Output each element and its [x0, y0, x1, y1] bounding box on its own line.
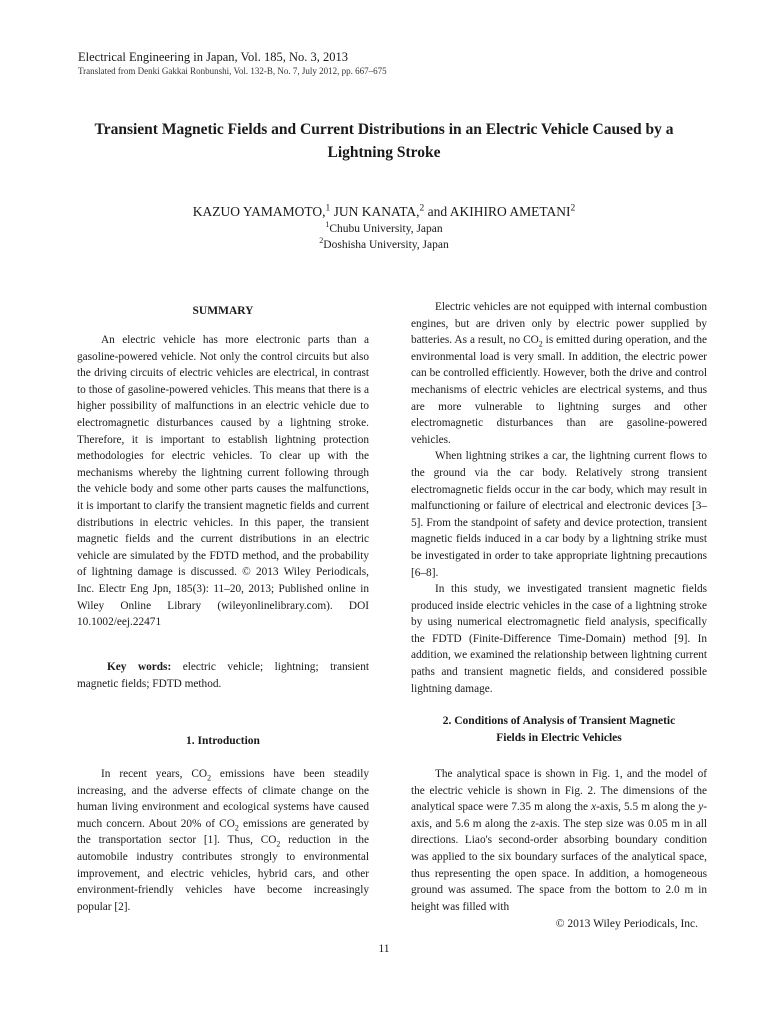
axis-symbol: z: [530, 817, 536, 830]
body-paragraph: When lightning strikes a car, the lightning current flows to the ground via the car body. Relatively strong transient electromagnetic fields occur in the car body, which may result in malfunctioning or failure of electrical and electronic devices [3–5]. From the standpoint of safety and device protection, transient magnetic fields induced in a car body by a lightning strike must be investigated in order to take appropriate lightning precautions [6–8].: [411, 450, 707, 579]
introduction-paragraph: [77, 766, 369, 915]
subscript: 2: [234, 823, 239, 833]
body-paragraph: [411, 766, 707, 915]
affiliation-marker: 2: [319, 236, 324, 246]
summary-paragraph: An electric vehicle has more electronic parts than a gasoline-powered vehicle. Not only the control circuits but also the driving circuits of electric vehicles are electrical, in contrast to those of gasoline-powered vehicles. This means that there is a higher possibility of malfunctions in an electric vehicle due to electromagnetic disturbances caused by a lightning stroke. Therefore, it is important to establish lightning protection methodologies for electric vehicles. To clear up with the mechanisms whereby the lightning current following through the vehicle body and some other parts causes the malfunctions, it is important to clarify the transient magnetic fields and current distributions in electric vehicles. In this paper, the transient magnetic fields and the current distributions in an electric vehicle are simulated by the FDTD method, and the probability of lightning damage is discussed. © 2013 Wiley Periodicals, Inc. Electr Eng Jpn, 185(3): 11–20, 2013; Published online in Wiley Online Library (wileyonlinelibrary.com). DOI 10.1002/eej.22471: [77, 334, 369, 629]
author-name: KAZUO YAMAMOTO,: [192, 204, 326, 219]
text-run: -axis, 5.5 m along the: [596, 801, 699, 814]
translation-source: Translated from Denki Gakkai Ronbunshi, Vol. 132-B, No. 7, July 2012, pp. 667–675: [78, 66, 387, 76]
text-run: -axis, and 5.6 m along the: [411, 801, 707, 830]
paper-title: Transient Magnetic Fields and Current Distributions in an Electric Vehicle Caused by a Lightning Stroke: [94, 121, 674, 161]
right-column-body: [411, 299, 707, 697]
introduction-body: [77, 766, 369, 915]
introduction-heading: 1. Introduction: [186, 735, 260, 747]
keywords-label: Key words:: [107, 661, 172, 673]
keywords-text: electric vehicle; lightning; transient magnetic fields; FDTD method.: [77, 661, 369, 690]
subscript: 2: [207, 773, 212, 783]
affiliation-marker: 1: [325, 220, 330, 230]
summary-heading: SUMMARY: [192, 305, 254, 317]
affiliation-text: Doshisha University, Japan: [323, 239, 449, 251]
section-2-heading: [411, 713, 707, 747]
journal-citation: Electrical Engineering in Japan, Vol. 185, No. 3, 2013: [78, 50, 348, 64]
affiliation-marker: 2: [419, 203, 425, 214]
axis-symbol: x: [591, 801, 597, 814]
text-run: Electric vehicles are not equipped with internal combustion engines, but are driven only by electric power supplied by batteries. As a result, no CO: [411, 301, 707, 347]
affiliation-marker: 2: [570, 203, 576, 214]
body-paragraph: [411, 299, 707, 448]
text-run: -axis. The step size was 0.05 m in all directions. Liao's second-order absorbing boundary condition was applied to the six boundary surfaces of the analytical space, thus representing the open space. In addition, a homogeneous ground was assumed. The space from the bottom to 2.0 m in height was filled with: [411, 817, 707, 913]
keywords-paragraph: [77, 659, 369, 692]
axis-symbol: y: [698, 801, 704, 814]
summary-abstract: [77, 332, 369, 631]
author-name: JUN KANATA,: [330, 204, 420, 219]
copyright-notice: © 2013 Wiley Periodicals, Inc.: [555, 918, 698, 930]
affiliation-marker: 1: [325, 203, 331, 214]
keywords: [77, 659, 369, 692]
text-run: In recent years, CO: [101, 768, 208, 780]
page-number: 11: [378, 943, 390, 955]
text-run: The analytical space is shown in Fig. 1, and the model of the electric vehicle is shown in Fig. 2. The dimensions of the analytical space were 7.35 m along the: [411, 768, 707, 814]
affiliation-1: [60, 222, 708, 236]
author-list: [60, 203, 708, 221]
body-paragraph: In this study, we investigated transient magnetic fields produced inside electric vehicles in the case of a lightning stroke by using numerical electromagnetic field analysis, specifically the FDTD (Finite-Difference Time-Domain) method [9]. In addition, we examined the relationship between lightning current paths and transient magnetic fields, and considered possible lightning damage.: [411, 583, 707, 695]
author-name: and AKIHIRO AMETANI: [424, 204, 571, 219]
text-run: emissions are generated by the transportation sector [1]. Thus, CO: [77, 817, 369, 847]
heading-line: 2. Conditions of Analysis of Transient Magnetic: [442, 715, 676, 727]
text-run: reduction in the automobile industry contributes strongly to environmental improvement, and electric vehicles, hybrid cars, and other environment-friendly vehicles have become increasingly popular [2].: [77, 834, 369, 913]
subscript: 2: [538, 339, 543, 349]
affiliation-text: Chubu University, Japan: [329, 223, 443, 235]
heading-line: Fields in Electric Vehicles: [496, 732, 622, 744]
subscript: 2: [276, 839, 281, 849]
text-run: emissions have been steadily increasing, and the adverse effects of climate change on the human living environment and ecological systems have caused much concern. About 20% of CO: [77, 768, 370, 830]
text-run: is emitted during operation, and the environmental load is very small. In addition, the electric power can be controlled efficiently. However, both the drive and control mechanisms of electric vehicles are electrical systems, and thus are more vulnerable to lightning surges and other electromagnetic disturbances than are gasoline-powered vehicles.: [411, 334, 707, 446]
affiliation-2: [60, 238, 708, 252]
section-2-body: [411, 766, 707, 915]
